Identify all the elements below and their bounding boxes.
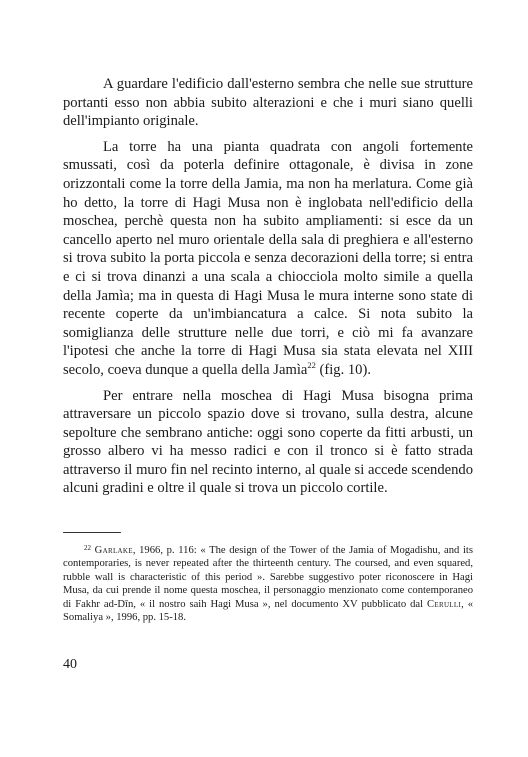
- paragraph-entrance: Per entrare nella moschea di Hagi Musa bisogna prima attraversare un piccolo spazio dove si trovano, sulla destra, alcune sepolture che sembrano antiche: oggi sono coperte da fitti arbusti, un grosso albero vi ha messo radici e con il tronco si è fatto strada attraverso il muro fin nel recinto interno, al quale si accede scendendo alcuni gradini e oltre il quale si trova un piccolo cortile.: [63, 387, 473, 497]
- footnote-author-cerulli: Cerulli: [427, 598, 462, 610]
- paragraph-tower: [63, 138, 473, 380]
- body-text: [63, 75, 473, 498]
- footnote-separator: [63, 532, 121, 533]
- paragraph-tower-tail: (fig. 10).: [315, 361, 371, 378]
- footnote-author-garlake: Garlake: [94, 545, 133, 556]
- footnote-number: 22: [84, 544, 91, 552]
- footnote-text-1: , 1966, p. 116: « The design of the Tower of the Jamia of Mogadishu, and its contemporaries, is never repeated after the thirteenth century. The coursed, and even squared, rubble wall is characteristic of this period ». Sarebbe suggestivo poter riconoscere in Hagi Musa, da cui prende il nome questa moschea, il personaggio menzionato come contemporaneo di Fakhr ad-Dīn, « il nostro saih Hagi Musa », nel documento XV pubblicato dal: [63, 545, 473, 610]
- paragraph-tower-text: La torre ha una pianta quadrata con angoli fortemente smussati, così da poterla definire ottagonale, è divisa in zone orizzontali come la torre della Jamia, ma non ha merlatura. Come già ho detto, la torre di Hagi Musa non è inglobata nell'edificio della moschea, perchè questa non ha subito ampliamenti: si esce da un cancello aperto nel muro orientale della sala di preghiera e all'esterno si trova subito la porta piccola e senza decorazioni della torre; si entra e ci si trova dinanzi a una scala a chiocciola molto simile a quella della Jamìa; ma in questa di Hagi Musa le mura interne sono state di recente coperte da un'imbiancatura a calce. Si nota subito la somiglianza delle strutture nelle due torri, e ciò mi fa avanzare l'ipotesi che anche la torre di Hagi Musa sia stata elevata nel XIII secolo, coeva dunque a quella della Jamìa: [63, 138, 473, 378]
- paragraph-exterior: A guardare l'edificio dall'esterno sembra che nelle sue strutture portanti esso non abbia subito alterazioni e che i muri siano quelli dell'impianto originale.: [63, 76, 473, 130]
- footnote: [63, 544, 473, 624]
- footnote-reference[interactable]: 22: [307, 359, 316, 370]
- page-number: 40: [63, 657, 77, 672]
- footnote-text-2: , « Somaliya », 1996, pp. 15-18.: [63, 598, 473, 624]
